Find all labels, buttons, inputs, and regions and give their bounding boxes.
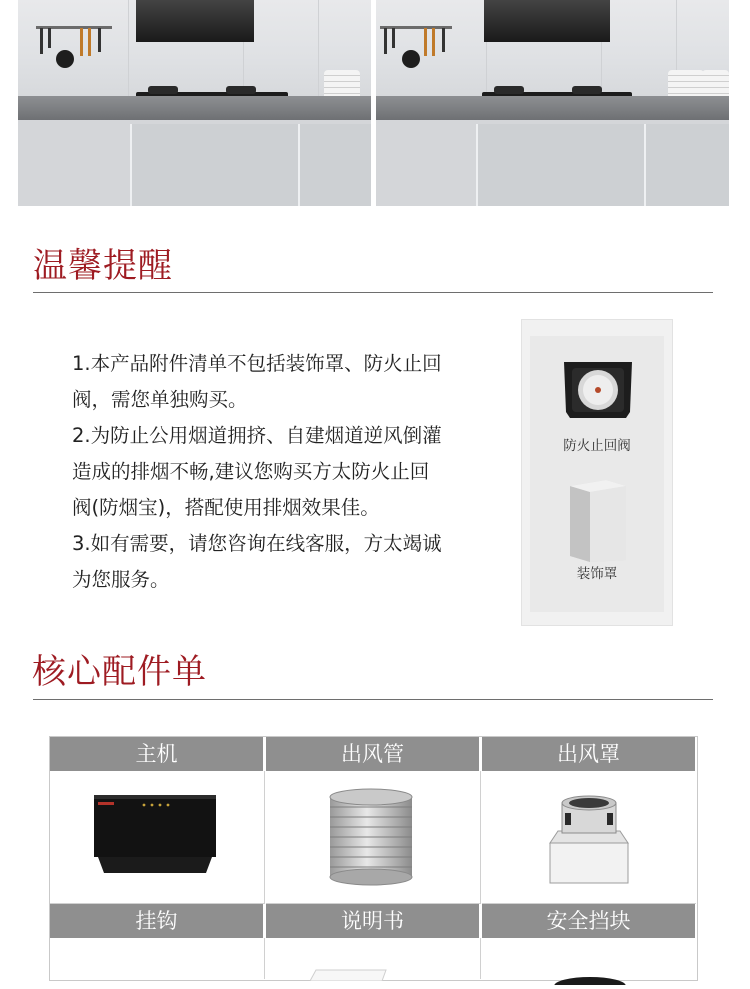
manual-icon <box>306 966 390 979</box>
notice-line: 2.为防止公用烟道拥挤、自建烟道逆风倒灌 <box>72 424 442 447</box>
optional-parts-panel <box>521 319 673 626</box>
range-hood-icon <box>92 793 218 875</box>
accessory-cell <box>482 771 696 904</box>
accessories-title: 核心配件单 <box>32 652 207 692</box>
decorative-cover-label: 装饰罩 <box>576 566 618 582</box>
accessory-cell <box>266 938 481 979</box>
notice-text <box>72 346 512 598</box>
accessory-cell <box>482 938 696 979</box>
notice-line: 1.本产品附件清单不包括装饰罩、防火止回 <box>72 352 442 375</box>
outlet-cover-icon <box>544 791 634 889</box>
accessory-header: 安全挡块 <box>482 904 695 938</box>
accessory-header: 主机 <box>50 737 263 771</box>
notice-line: 阀，需您单独购买。 <box>72 388 248 411</box>
kitchen-photo-right <box>376 0 729 206</box>
decorative-cover-icon <box>566 478 630 564</box>
kitchen-photo-left <box>18 0 371 206</box>
check-valve-label: 防火止回阀 <box>563 438 631 454</box>
accessory-cell <box>266 771 481 904</box>
accessories-divider <box>33 699 713 700</box>
accessory-header: 说明书 <box>266 904 479 938</box>
accessory-header: 出风罩 <box>482 737 695 771</box>
notice-line: 3.如有需要，请您咨询在线客服，方太竭诚 <box>72 532 442 555</box>
accessory-cell <box>50 938 265 979</box>
check-valve-icon <box>560 356 636 424</box>
notice-title: 温馨提醒 <box>33 246 173 286</box>
notice-line: 阀(防烟宝)，搭配使用排烟效果佳。 <box>72 496 380 519</box>
notice-line: 为您服务。 <box>72 568 170 591</box>
notice-divider <box>33 292 713 293</box>
accessory-header: 出风管 <box>266 737 479 771</box>
duct-pipe-icon <box>326 787 416 887</box>
safety-block-icon <box>552 970 628 979</box>
accessory-cell <box>50 771 265 904</box>
accessory-header: 挂钩 <box>50 904 263 938</box>
notice-line: 造成的排烟不畅,建议您购买方太防火止回 <box>72 460 430 483</box>
hook-icon <box>146 968 168 979</box>
